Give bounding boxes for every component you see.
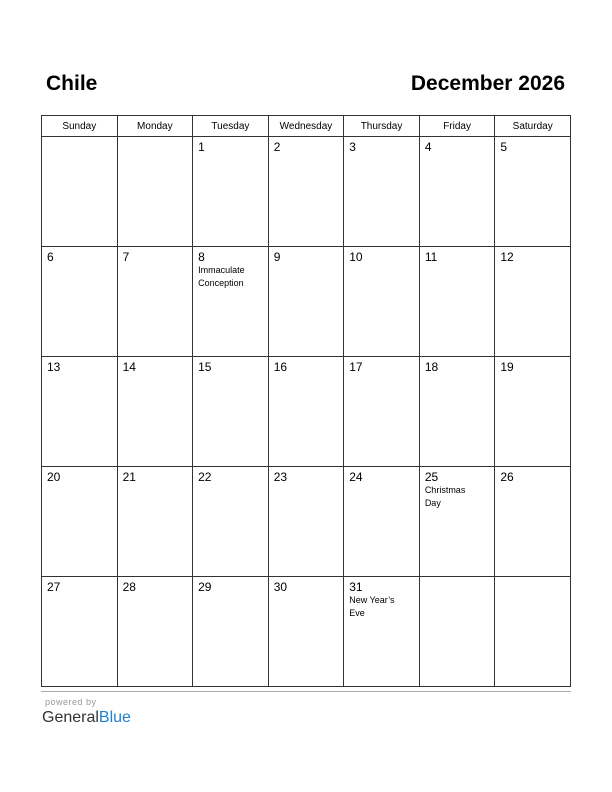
holiday-label: New Year’s: [349, 595, 395, 605]
day-cell: [117, 137, 193, 247]
day-cell: [268, 247, 344, 357]
week-row-3: [42, 357, 571, 467]
day-cell: [193, 247, 269, 357]
month-year-title: December 2026: [410, 72, 565, 95]
brand-blue-text: Blue: [98, 709, 131, 726]
day-cell: [42, 577, 118, 687]
day-cell: [419, 137, 495, 247]
week-row-2: [42, 247, 571, 357]
day-cell: [117, 577, 193, 687]
day-number: [42, 137, 117, 140]
day-number: 18: [424, 360, 439, 374]
day-number: 19: [500, 360, 514, 374]
day-cell: [117, 357, 193, 467]
day-cell: [495, 467, 571, 577]
day-number: 30: [273, 580, 288, 594]
day-number: 14: [122, 360, 136, 374]
day-number: 13: [47, 360, 61, 374]
day-cell: [193, 467, 269, 577]
day-cell: [193, 577, 269, 687]
holiday-label: Eve: [349, 608, 365, 618]
day-number: 5: [500, 140, 508, 154]
day-cell: [495, 577, 571, 687]
day-cell: [268, 577, 344, 687]
holiday-label: Immaculate: [198, 265, 245, 275]
day-number: 1: [198, 140, 205, 154]
day-cell: [42, 247, 118, 357]
day-number: 8: [198, 250, 205, 264]
day-cell: [344, 247, 420, 357]
day-number: 11: [424, 250, 438, 264]
weekday-sunday: Sunday: [42, 116, 118, 137]
holiday-label: Christmas: [424, 485, 466, 495]
day-number: 15: [198, 360, 212, 374]
generalblue-logo[interactable]: [42, 708, 131, 728]
day-number: 2: [273, 140, 281, 154]
day-number: 28: [122, 580, 136, 594]
day-cell: [344, 357, 420, 467]
day-cell: [193, 137, 269, 247]
day-cell: [419, 357, 495, 467]
day-number: [420, 577, 495, 580]
day-number: 31: [349, 580, 363, 594]
week-row-4: [42, 467, 571, 577]
footer-divider: [41, 691, 571, 692]
day-cell: [419, 247, 495, 357]
day-number: 24: [349, 470, 363, 484]
day-number: 29: [198, 580, 212, 594]
weekday-header-row: [42, 116, 571, 137]
day-cell: [344, 137, 420, 247]
weekday-saturday: Saturday: [495, 116, 571, 137]
day-number: 27: [47, 580, 61, 594]
day-cell: [268, 467, 344, 577]
day-number: 22: [198, 470, 212, 484]
day-cell: [268, 137, 344, 247]
weekday-friday: Friday: [419, 116, 495, 137]
day-cell: [193, 357, 269, 467]
day-number: 10: [349, 250, 363, 264]
day-cell: [495, 247, 571, 357]
weekday-tuesday: Tuesday: [193, 116, 269, 137]
day-cell: [495, 137, 571, 247]
day-cell: [42, 357, 118, 467]
weekday-monday: Monday: [117, 116, 193, 137]
day-cell: [268, 357, 344, 467]
week-row-1: [42, 137, 571, 247]
day-number: 26: [500, 470, 514, 484]
day-cell: [344, 577, 420, 687]
day-number: 12: [500, 250, 514, 264]
brand-general-text: General: [42, 709, 99, 726]
day-number: 21: [122, 470, 136, 484]
week-row-5: [42, 577, 571, 687]
day-number: 3: [349, 140, 356, 154]
day-cell: [42, 137, 118, 247]
day-cell: [117, 247, 193, 357]
day-cell: [419, 577, 495, 687]
calendar-grid: [41, 115, 571, 687]
day-cell: [344, 467, 420, 577]
weekday-thursday: Thursday: [344, 116, 420, 137]
day-number: 16: [273, 360, 288, 374]
day-number: [118, 137, 193, 140]
day-number: [495, 577, 570, 580]
day-number: 25: [424, 470, 439, 484]
day-cell: [42, 467, 118, 577]
day-cell: [117, 467, 193, 577]
day-number: 6: [47, 250, 54, 264]
day-number: 7: [122, 250, 130, 264]
day-cell: [495, 357, 571, 467]
day-number: 9: [273, 250, 281, 264]
day-number: 17: [349, 360, 363, 374]
day-number: 23: [273, 470, 288, 484]
weekday-wednesday: Wednesday: [268, 116, 344, 137]
country-title: Chile: [46, 72, 98, 95]
day-cell: [419, 467, 495, 577]
holiday-label: Conception: [198, 278, 244, 288]
day-number: 20: [47, 470, 61, 484]
day-number: 4: [424, 140, 432, 154]
holiday-label: Day: [424, 498, 441, 508]
powered-by-label: powered by: [45, 697, 97, 707]
